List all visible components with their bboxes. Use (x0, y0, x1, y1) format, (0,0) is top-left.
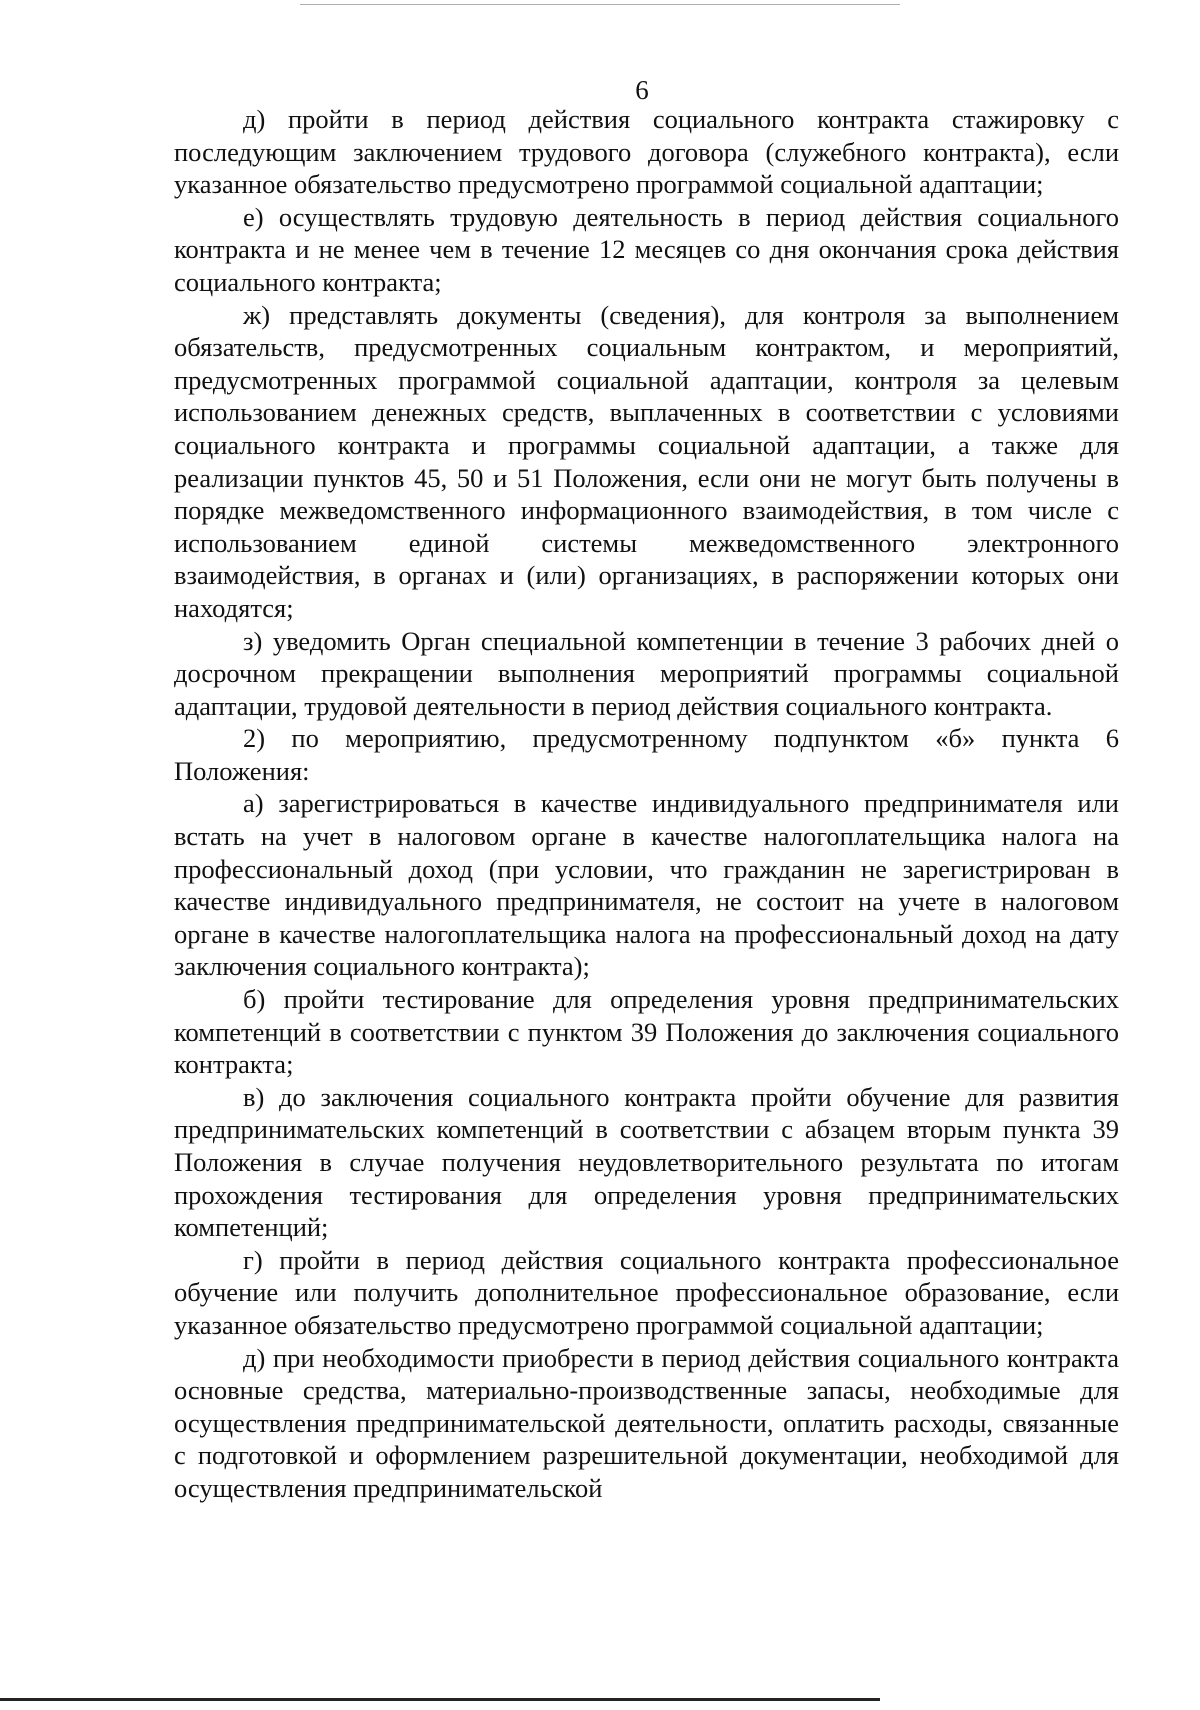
paragraph-section-2-heading: 2) по мероприятию, предусмотренному подпунктом «б» пункта 6 Положения: (174, 723, 1119, 786)
paragraph-item-b-testing: б) пройти тестирование для определения уровня предпринимательских компетенций в соответствии с пунктом 39 Положения до заключения социального контракта; (174, 984, 1119, 1080)
paragraph-item-zh-documents: ж) представлять документы (сведения), для контроля за выполнением обязательств, предусмотренных социальным контрактом, и мероприятий, предусмотренных программой социальной адаптации, контроля за целевым использованием денежных средств, выплаченных в соответствии с условиями социального контракта и программы социальной адаптации, а также для реализации пунктов 45, 50 и 51 Положения, если они не могут быть получены в порядке межведомственного информационного взаимодействия, в том числе с использованием единой системы межведомственного электронного взаимодействия, в органах и (или) организациях, в распоряжении которых они находятся; (174, 299, 1119, 623)
paragraph-item-v-training: в) до заключения социального контракта пройти обучение для развития предпринимательских компетенций в соответствии с абзацем вторым пункта 39 Положения в случае получения неудовлетворительного результата по итогам прохождения тестирования для определения уровня предпринимательских компетенций; (174, 1081, 1119, 1243)
paragraph-item-z-notify: з) уведомить Орган специальной компетенции в течение 3 рабочих дней о досрочном прекращении выполнения мероприятий программы социальной адаптации, трудовой деятельности в период действия социального контракта. (174, 625, 1119, 721)
paragraph-item-d-internship: д) пройти в период действия социального контракта стажировку с последующим заключением трудового договора (служебного контракта), если указанное обязательство предусмотрено программой социальной адаптации; (174, 104, 1119, 200)
paragraph-item-g-professional-education: г) пройти в период действия социального контракта профессиональное обучение или получить дополнительное профессиональное образование, если указанное обязательство предусмотрено программой социальной адаптации; (174, 1244, 1119, 1340)
scan-top-edge-line (300, 4, 900, 5)
paragraph-item-d-acquire-assets: д) при необходимости приобрести в период действия социального контракта основные средства, материально-производственные запасы, необходимые для осуществления предпринимательской деятельности, оплатить расходы, связанные с подготовкой и оформлением разрешительной документации, необходимой для осуществления предпринимательской (174, 1342, 1119, 1503)
paragraph-item-a-register: а) зарегистрироваться в качестве индивидуального предпринимателя или встать на учет в налоговом органе в качестве налогоплательщика налога на профессиональный доход (при условии, что гражданин не зарегистрирован в качестве индивидуального предпринимателя, не состоит на учете в налоговом органе в качестве налогоплательщика налога на профессиональный доход на дату заключения социального контракта); (174, 788, 1119, 982)
document-body (174, 103, 1119, 1505)
scan-bottom-edge-line (0, 1698, 880, 1701)
page-number: 6 (635, 75, 649, 105)
paragraph-item-e-employment: е) осуществлять трудовую деятельность в период действия социального контракта и не менее чем в течение 12 месяцев со дня окончания срока действия социального контракта; (174, 201, 1119, 297)
